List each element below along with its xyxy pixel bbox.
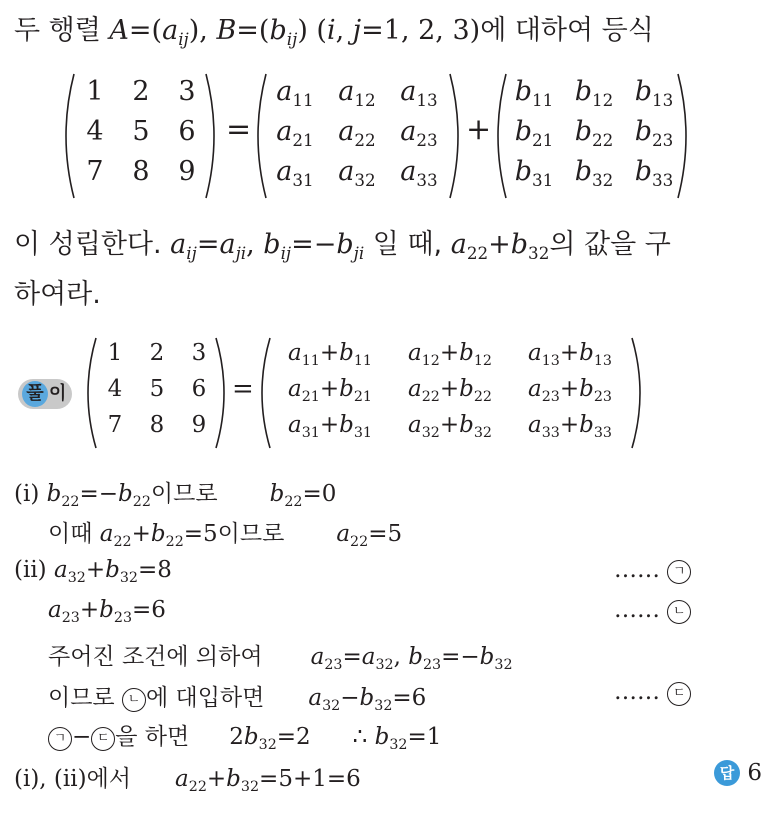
- problem-line-1-kr-start: 두 행렬: [14, 15, 110, 46]
- matrix-cell: $b_{13}$: [634, 76, 674, 110]
- marker-row-2: [614, 597, 691, 624]
- matrix-cell: $b_{32}$: [574, 156, 614, 190]
- matrix-cell: 8: [149, 412, 165, 438]
- matrix-cell: 7: [86, 156, 104, 187]
- matrix-cell: $a_{22}$: [338, 116, 376, 150]
- matrix-cell: $a_{31}+b_{31}$: [287, 412, 372, 441]
- step-ii-line-5-kr: 을 하면: [115, 724, 190, 750]
- matrix-cell: $a_{31}$: [276, 156, 314, 190]
- minus-op: −: [72, 724, 92, 750]
- matrix-cell: $a_{13}+b_{13}$: [527, 340, 612, 369]
- matrix-cell: 6: [178, 116, 196, 147]
- problem-line-1-kr-end: 에 대하여 등식: [480, 15, 654, 46]
- matrix-a: [252, 72, 464, 200]
- step-ii-line-4-kr: 이므로: [48, 685, 115, 711]
- step-ii-line-1: (ⅱ) $a_{32}+b_{32}=8$: [14, 557, 172, 586]
- matrix-cell: $a_{11}$: [276, 76, 314, 110]
- matrix-cell: 2: [132, 76, 150, 107]
- final-line: (ⅰ), (ⅱ)에서 $a_{22}+b_{32}=5+1=6$: [14, 766, 361, 795]
- matrix-cell: 8: [132, 156, 150, 187]
- dots-3: ……: [614, 679, 660, 705]
- matrix-cell: $b_{12}$: [574, 76, 614, 110]
- step-ii-line-4-kr2: 에 대입하면: [145, 685, 265, 711]
- badge-i: 이: [49, 383, 67, 404]
- matrix-cell: 2: [149, 340, 165, 366]
- matrix-b: [492, 72, 692, 200]
- problem-line-3-kr2: 일 때,: [364, 229, 451, 260]
- right-paren: [450, 74, 458, 198]
- equals-sign: =: [226, 112, 252, 147]
- matrix-cell: $a_{13}$: [400, 76, 438, 110]
- matrix-numeric-solution: [82, 336, 230, 450]
- matrix-cell: $a_{33}+b_{33}$: [527, 412, 612, 441]
- matrix-cell: $b_{31}$: [514, 156, 554, 190]
- right-paren: [632, 338, 640, 448]
- matrix-cell: 1: [107, 340, 123, 366]
- dots-1: ……: [614, 557, 660, 583]
- matrix-cell: $a_{11}+b_{11}$: [287, 340, 372, 369]
- matrix-cell: 1: [86, 76, 104, 107]
- problem-line-3-kr1: 이 성립한다.: [14, 229, 171, 260]
- matrix-cell: $a_{33}$: [400, 156, 438, 190]
- matrix-cell: $a_{21}$: [276, 116, 314, 150]
- matrix-cell: 3: [191, 340, 207, 366]
- step-ii-line-4: 이므로 ㄴ 에 대입하면 $a_{32}-b_{32}=6$: [48, 685, 427, 714]
- matrix-cell: 6: [191, 376, 207, 402]
- dots-2: ……: [614, 597, 660, 623]
- left-paren: [262, 338, 270, 448]
- badge-pul: 풀: [22, 381, 48, 407]
- final-label: (ⅰ), (ⅱ)에서: [14, 766, 132, 792]
- matrix-cell: $b_{11}$: [514, 76, 554, 110]
- matrix-cell: 9: [178, 156, 196, 187]
- matrix-numeric: [60, 72, 220, 200]
- step-ii-line-5: ㄱ − ㄷ 을 하면 $2b_{32}=2$ ∴ $b_{32}=1$: [48, 718, 441, 751]
- matrix-cell: $b_{21}$: [514, 116, 554, 150]
- marker-giyeok-ref: ㄱ: [48, 727, 72, 751]
- matrix-cell: $a_{12}$: [338, 76, 376, 110]
- marker-row-3: [614, 679, 691, 706]
- matrix-cell: 4: [107, 376, 123, 402]
- marker-row-1: [614, 557, 691, 584]
- equals-sign-solution: =: [232, 374, 254, 404]
- step-i-line-2: 이때 $a_{22}+b_{22}=5$이므로 $a_{22}=5$: [48, 521, 403, 550]
- matrix-cell: $a_{32}$: [338, 156, 376, 190]
- matrix-cell: $a_{12}+b_{12}$: [407, 340, 492, 369]
- marker-nieun-ref: ㄴ: [122, 688, 146, 712]
- step-i-line-1: (ⅰ) $b_{22}=-b_{22}$이므로 $b_{22}=0$: [14, 481, 337, 510]
- matrix-cell: $a_{32}+b_{32}$: [407, 412, 492, 441]
- matrix-cell: $a_{23}+b_{23}$: [527, 376, 612, 405]
- step-i-label: (ⅰ): [14, 481, 40, 507]
- step-ii-label: (ⅱ): [14, 557, 47, 583]
- matrix-sum: [256, 336, 646, 450]
- answer-badge: 답: [714, 760, 740, 786]
- matrix-cell: 7: [107, 412, 123, 438]
- answer-value: 6: [747, 760, 762, 786]
- problem-line-4: 하여라.: [14, 279, 101, 310]
- matrix-cell: 4: [86, 116, 104, 147]
- matrix-cell: $b_{33}$: [634, 156, 674, 190]
- matrix-cell: 5: [132, 116, 150, 147]
- marker-giyeok: ㄱ: [667, 560, 691, 584]
- step-ii-line-3: 주어진 조건에 의하여 $a_{23}=a_{32}$, $b_{23}=-b_{32}$: [48, 644, 513, 673]
- matrix-cell: 3: [178, 76, 196, 107]
- answer: [714, 760, 762, 786]
- matrix-cell: 5: [149, 376, 165, 402]
- marker-nieun: ㄴ: [667, 600, 691, 624]
- problem-line-1: 두 행렬 $A=(a_{ij})$, $B=(b_{ij})$ (i, j=1, 2, 3)에 대하여 등식: [14, 15, 654, 49]
- step-ii-line-2: $a_{23}+b_{23}=6$: [48, 597, 166, 626]
- matrix-cell: $b_{23}$: [634, 116, 674, 150]
- problem-line-3-kr3: 의 값을 구: [549, 229, 671, 260]
- problem-line-3: 이 성립한다. $a_{ij}=a_{ji}$, $b_{ij}=-b_{ji}$ 일 때, $a_{22}+b_{32}$의 값을 구: [14, 229, 671, 263]
- matrix-cell: $b_{22}$: [574, 116, 614, 150]
- matrix-cell: $a_{22}+b_{22}$: [407, 376, 492, 405]
- matrix-cell: $a_{23}$: [400, 116, 438, 150]
- solution-badge: [18, 379, 72, 409]
- marker-digeut-ref: ㄷ: [91, 727, 115, 751]
- marker-digeut: ㄷ: [667, 682, 691, 706]
- matrix-cell: 9: [191, 412, 207, 438]
- matrix-cell: $a_{21}+b_{21}$: [287, 376, 372, 405]
- plus-sign: +: [466, 112, 492, 147]
